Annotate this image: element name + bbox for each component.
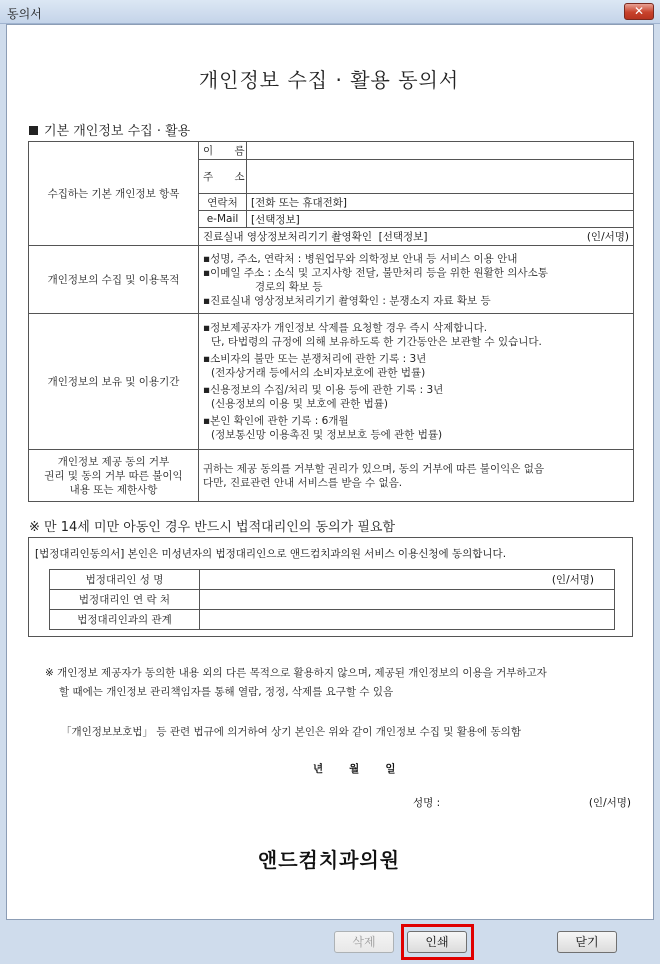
- guardian-consent-text: [법정대리인동의서] 본인은 미성년자의 법정대리인으로 앤드컴치과의원 서비스 이용신청에 동의합니다.: [35, 548, 507, 560]
- delete-button[interactable]: 삭제: [334, 931, 394, 953]
- window-close-button[interactable]: ✕: [624, 3, 654, 20]
- minor-warning: ※ 만 14세 미만 아동인 경우 반드시 법적대리인의 동의가 필요함: [29, 520, 396, 535]
- signature-label: 성명 :: [413, 797, 441, 809]
- refusal-content: 귀하는 제공 동의를 거부할 권리가 있으며, 동의 거부에 따른 불이익은 없음 다만, 진료관련 안내 서비스를 받을 수 없음.: [199, 450, 634, 502]
- signature-line: [413, 795, 631, 810]
- month-label: 월: [349, 763, 360, 775]
- guardian-relation-field: [200, 610, 615, 630]
- guardian-contact-label: 법정대리인 연 락 처: [50, 590, 200, 610]
- close-button[interactable]: 닫기: [557, 931, 617, 953]
- video-consent-label: 진료실내 영상정보처리기기 촬영확인: [203, 231, 372, 243]
- name-field: [247, 142, 634, 160]
- video-consent-sign: (인/서명): [586, 231, 629, 243]
- guardian-contact-field: [200, 590, 615, 610]
- agreement-statement: 「개인정보보호법」 등 관련 법규에 의거하여 상기 본인은 위와 같이 개인정보 수집 및 활용에 동의함: [61, 726, 521, 738]
- retention-category: 개인정보의 보유 및 이용기간: [29, 314, 199, 450]
- guardian-name-field: (인/서명): [200, 570, 615, 590]
- contact-label: 연락처: [199, 194, 247, 211]
- guardian-name-label: 법정대리인 성 명: [50, 570, 200, 590]
- guardian-table: [49, 569, 615, 630]
- date-line: [313, 761, 421, 776]
- consent-document: [13, 24, 645, 918]
- print-button[interactable]: 인쇄: [407, 931, 467, 953]
- hospital-name: 앤드컴치과의원: [257, 848, 401, 872]
- day-label: 일: [385, 763, 396, 775]
- contact-field: [전화 또는 휴대전화]: [247, 194, 634, 211]
- print-button-highlight: [401, 924, 474, 960]
- section-heading: 기본 개인정보 수집 · 활용: [29, 120, 190, 139]
- refusal-category: 개인정보 제공 동의 거부 권리 및 동의 거부 따른 불이익 내용 또는 제한사항: [29, 450, 199, 502]
- window-titlebar: [0, 0, 660, 24]
- purpose-content: ▪성명, 주소, 연락처 : 병원업무와 의학정보 안내 등 서비스 이용 안내 ▪이메일 주소 : 소식 및 고지사항 전달, 불만처리 등을 위한 원활한 의사소통 경로의 확보 등 ▪진료실내 영상정보처리기기 촬영확인 : 분쟁소지 자료 확보 등: [199, 246, 634, 314]
- email-field: [선택정보]: [247, 211, 634, 228]
- document-title: 개인정보 수집 · 활용 동의서: [198, 68, 460, 92]
- signature-mark: (인/서명): [588, 797, 631, 809]
- video-consent-value: [선택정보]: [378, 231, 428, 243]
- email-label: e-Mail: [199, 211, 247, 228]
- year-label: 년: [313, 763, 324, 775]
- video-consent-row: [199, 228, 634, 246]
- guardian-relation-label: 법정대리인과의 관계: [50, 610, 200, 630]
- guardian-consent-box: [28, 537, 633, 637]
- personal-info-table: [28, 141, 634, 502]
- address-label: 주 소: [199, 160, 247, 194]
- window-title: 동의서: [7, 7, 42, 21]
- retention-content: ▪정보제공자가 개인정보 삭제를 요청할 경우 즉시 삭제합니다. 단, 타법령의 규정에 의해 보유하도록 한 기간동안은 보관할 수 있습니다. ▪소비자의 불만 또는 분쟁처리에 관한 기록 : 3년 (전자상거래 등에서의 소비자보호에 관한 법률) ▪신용정보의 수집/처리 및 이용 등에 관한 기록 : 3년 (신용정보의 이용 및 보호에 관한 법률) ▪본인 확인에 관한 기록 : 6개월 (정보통신망 이용촉진 및 정보보호 등에 관한 법률): [199, 314, 634, 450]
- purpose-category: 개인정보의 수집 및 이용목적: [29, 246, 199, 314]
- document-viewport[interactable]: [13, 24, 645, 918]
- basic-info-category: 수집하는 기본 개인정보 항목: [29, 142, 199, 246]
- square-bullet-icon: [29, 126, 38, 135]
- name-label: 이 름: [199, 142, 247, 160]
- address-field: [247, 160, 634, 194]
- usage-notice: ※ 개인정보 제공자가 동의한 내용 외의 다른 목적으로 활용하지 않으며, 제공된 개인정보의 이용을 거부하고자 할 때에는 개인정보 관리책임자를 통해 열람, 정정, 삭제를 요구할 수 있음: [45, 667, 547, 698]
